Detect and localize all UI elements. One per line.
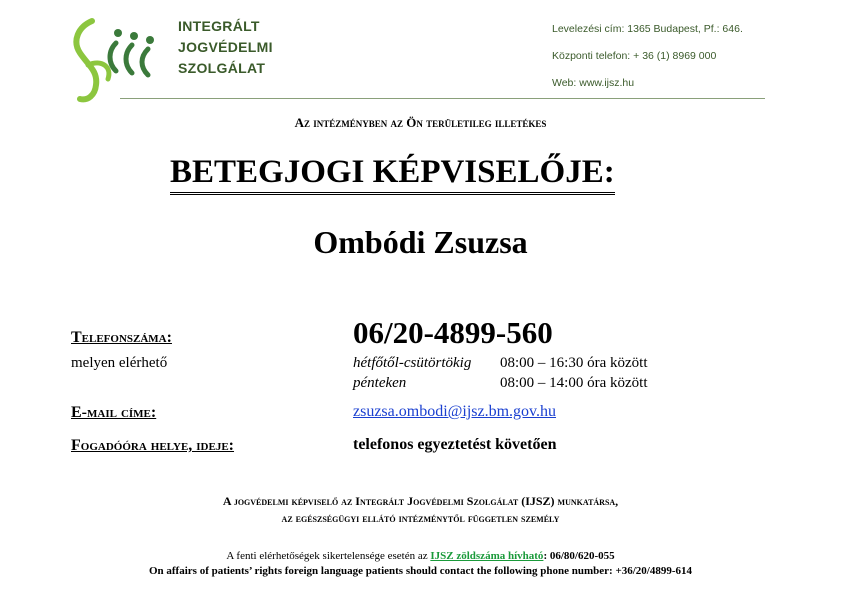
- contact-block: [552, 16, 743, 97]
- org-line-1: INTEGRÁLT: [178, 18, 260, 34]
- hours-time-1: 08:00 – 16:30 óra között: [500, 355, 648, 371]
- footer-note-line-2: az egészségügyi ellátó intézménytől független személy: [281, 511, 560, 525]
- green-number-line: [0, 549, 841, 563]
- email-link[interactable]: zsuzsa.ombodi@ijsz.bm.gov.hu: [353, 403, 557, 420]
- org-line-2: JOGVÉDELMI: [178, 39, 273, 55]
- phone-value[interactable]: 06/20-4899-560: [353, 315, 553, 350]
- green-number: : 06/80/620-055: [543, 550, 615, 562]
- reach-label: melyen elérhető: [71, 355, 168, 371]
- header-divider: [120, 98, 765, 99]
- website[interactable]: Web: www.ijsz.hu: [552, 77, 635, 89]
- footer-note: [0, 493, 841, 527]
- ijsz-logo: [68, 15, 168, 103]
- subtitle: Az intézményben az Ön területileg illetékes: [294, 115, 547, 130]
- office-value: telefonos egyeztetést követően: [353, 436, 557, 453]
- hours-day-1: hétfőtől-csütörtökig: [353, 355, 472, 371]
- org-line-3: SZOLGÁLAT: [178, 60, 266, 76]
- representative-name: Ombódi Zsuzsa: [313, 224, 528, 260]
- office-label: Fogadóóra helye, ideje:: [71, 437, 235, 454]
- central-phone: Központi telefon: + 36 (1) 8969 000: [552, 50, 717, 62]
- page-title: BETEGJOGI KÉPVISELŐJE:: [170, 152, 615, 195]
- organization-name: [178, 16, 273, 79]
- english-note: On affairs of patients’ rights foreign language patients should contact the following phone number: +36/20/4899-614: [148, 565, 693, 577]
- green-number-link[interactable]: IJSZ zöldszáma hívható: [430, 550, 544, 562]
- postal-address: Levelezési cím: 1365 Budapest, Pf.: 646.: [552, 23, 743, 35]
- phone-label: Telefonszáma:: [71, 329, 172, 346]
- hours-day-2: pénteken: [353, 375, 407, 391]
- hours-time-2: 08:00 – 14:00 óra között: [500, 375, 648, 391]
- footer-note-line-1: A jogvédelmi képviselő az Integrált Jogvédelmi Szolgálat (IJSZ) munkatársa,: [222, 494, 619, 508]
- email-label: E-mail címe:: [71, 404, 157, 421]
- green-prefix: A fenti elérhetőségek sikertelensége esetén az: [226, 550, 428, 562]
